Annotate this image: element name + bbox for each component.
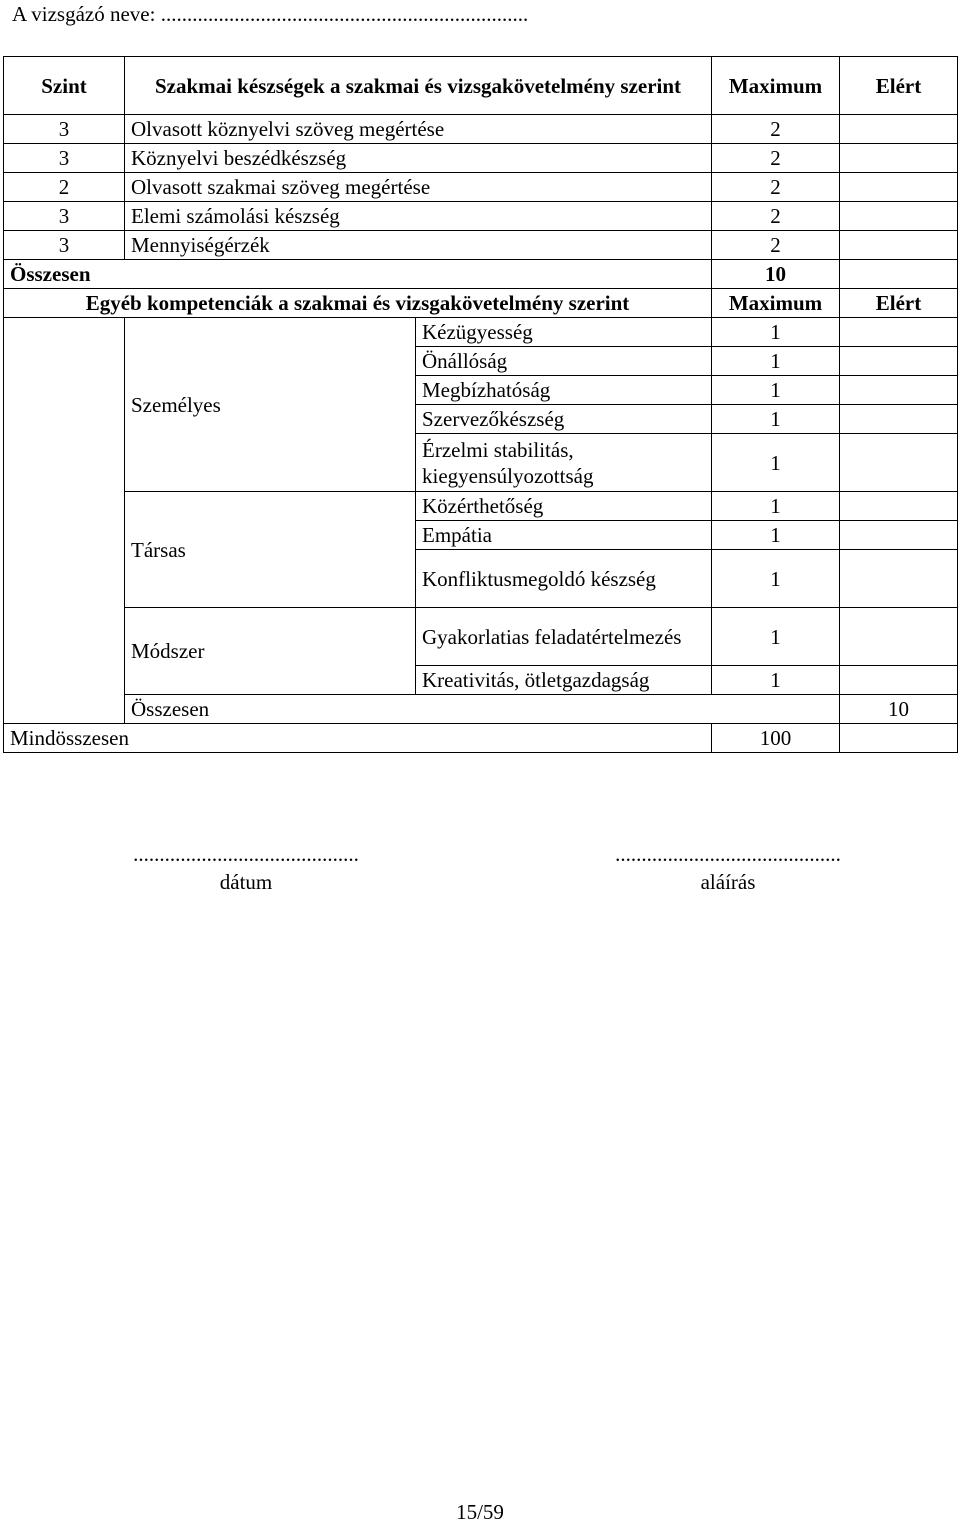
competency-cell: Kreativitás, ötletgazdagság xyxy=(416,666,712,695)
total-max: 10 xyxy=(712,260,840,289)
achieved-cell[interactable] xyxy=(840,231,958,260)
level-cell: 3 xyxy=(4,115,125,144)
signature-block xyxy=(578,840,878,896)
skill-cell: Olvasott köznyelvi szöveg megértése xyxy=(125,115,712,144)
group-personal: Személyes xyxy=(125,318,416,492)
competency-cell: Önállóság xyxy=(416,347,712,376)
table-row xyxy=(4,115,958,144)
achieved-cell[interactable] xyxy=(840,144,958,173)
skill-cell: Elemi számolási készség xyxy=(125,202,712,231)
achieved-cell[interactable] xyxy=(840,405,958,434)
achieved-cell[interactable] xyxy=(840,318,958,347)
date-dots: ........................................... xyxy=(133,842,359,866)
max-cell: 2 xyxy=(712,115,840,144)
competency-cell: Kézügyesség xyxy=(416,318,712,347)
level-cell: 2 xyxy=(4,173,125,202)
competency-cell: Közérthetőség xyxy=(416,492,712,521)
achieved-cell[interactable] xyxy=(840,376,958,405)
max-cell: 1 xyxy=(712,521,840,550)
max-cell: 1 xyxy=(712,434,840,492)
achieved-cell[interactable] xyxy=(840,550,958,608)
indent-cell xyxy=(4,318,125,724)
col-header-max: Maximum xyxy=(712,57,840,115)
signature-label: aláírás xyxy=(700,870,756,894)
total-label: Összesen xyxy=(4,260,712,289)
date-label: dátum xyxy=(219,870,273,894)
skill-cell: Mennyiségérzék xyxy=(125,231,712,260)
achieved-cell[interactable] xyxy=(840,608,958,666)
competency-cell: Szervezőkészség xyxy=(416,405,712,434)
competency-cell: Konfliktusmegoldó készség xyxy=(416,550,712,608)
achieved-cell[interactable] xyxy=(840,115,958,144)
achieved-cell[interactable] xyxy=(840,492,958,521)
max-cell: 1 xyxy=(712,405,840,434)
date-signature-block xyxy=(96,840,396,896)
col-header-level: Szint xyxy=(4,57,125,115)
max-cell: 1 xyxy=(712,608,840,666)
level-cell: 3 xyxy=(4,231,125,260)
max-cell: 1 xyxy=(712,318,840,347)
col-header-max-2: Maximum xyxy=(712,289,840,318)
total-max-2: 10 xyxy=(840,695,958,724)
table-row xyxy=(4,173,958,202)
table-row xyxy=(4,231,958,260)
group-social: Társas xyxy=(125,492,416,608)
col-header-achieved: Elért xyxy=(840,57,958,115)
skill-cell: Köznyelvi beszédkészség xyxy=(125,144,712,173)
total-label-2: Összesen xyxy=(125,695,840,724)
grand-total-max: 100 xyxy=(712,724,840,753)
assessment-table xyxy=(3,56,958,753)
skill-cell: Olvasott szakmai szöveg megértése xyxy=(125,173,712,202)
max-cell: 1 xyxy=(712,347,840,376)
table-row xyxy=(4,202,958,231)
max-cell: 1 xyxy=(712,492,840,521)
signature-dots: ........................................... xyxy=(615,842,841,866)
max-cell: 2 xyxy=(712,173,840,202)
achieved-cell[interactable] xyxy=(840,173,958,202)
achieved-cell[interactable] xyxy=(840,202,958,231)
total-achieved-cell[interactable] xyxy=(840,260,958,289)
group-method: Módszer xyxy=(125,608,416,695)
col-header-achieved-2: Elért xyxy=(840,289,958,318)
achieved-cell[interactable] xyxy=(840,434,958,492)
competency-cell: Érzelmi stabilitás, kiegyensúlyozottság xyxy=(416,434,712,492)
grand-total-label: Mindösszesen xyxy=(4,724,712,753)
level-cell: 3 xyxy=(4,202,125,231)
competencies-title: Egyéb kompetenciák a szakmai és vizsgakövetelmény szerint xyxy=(4,289,712,318)
max-cell: 1 xyxy=(712,376,840,405)
max-cell: 2 xyxy=(712,144,840,173)
table-row xyxy=(4,144,958,173)
col-header-skill: Szakmai készségek a szakmai és vizsgakövetelmény szerint xyxy=(125,57,712,115)
achieved-cell[interactable] xyxy=(840,666,958,695)
competency-cell: Megbízhatóság xyxy=(416,376,712,405)
max-cell: 1 xyxy=(712,666,840,695)
max-cell: 1 xyxy=(712,550,840,608)
page-number: 15/59 xyxy=(456,1500,504,1524)
max-cell: 2 xyxy=(712,231,840,260)
level-cell: 3 xyxy=(4,144,125,173)
candidate-name-line: A vizsgázó neve: ...................................................................... xyxy=(12,2,529,26)
achieved-cell[interactable] xyxy=(840,521,958,550)
competency-cell: Gyakorlatias feladatértelmezés xyxy=(416,608,712,666)
achieved-cell[interactable] xyxy=(840,347,958,376)
max-cell: 2 xyxy=(712,202,840,231)
grand-total-achieved-cell[interactable] xyxy=(840,724,958,753)
competency-cell: Empátia xyxy=(416,521,712,550)
